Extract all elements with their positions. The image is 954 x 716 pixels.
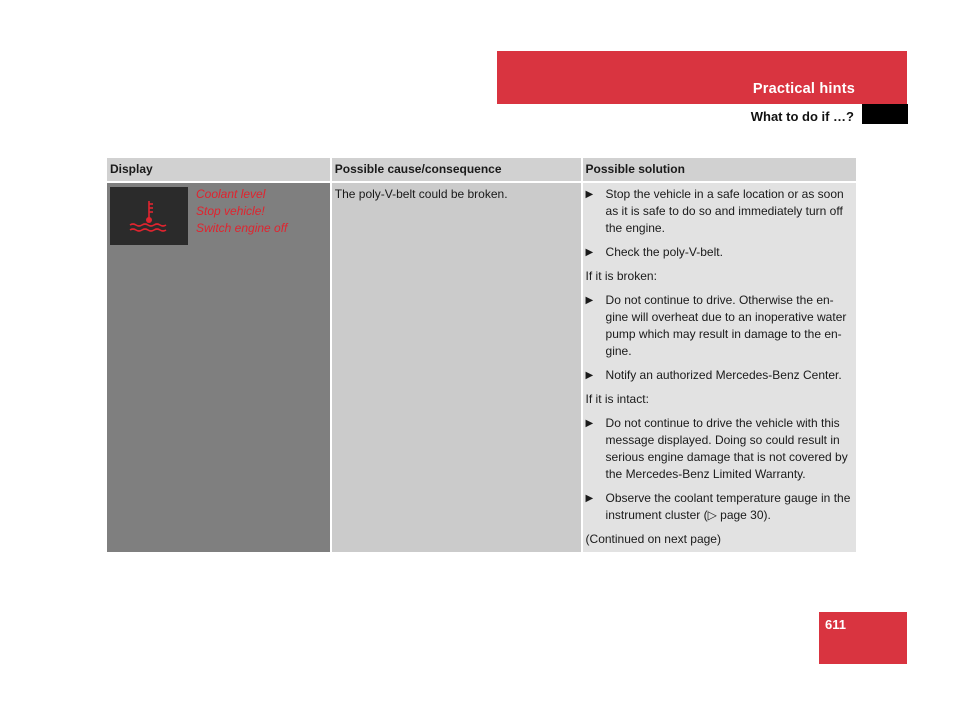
coolant-temperature-icon <box>110 187 188 245</box>
cause-text: The poly-V-belt could be broken. <box>334 187 508 201</box>
table-row <box>107 182 856 552</box>
bullet-arrow-icon: ▶ <box>585 370 594 381</box>
solution-step: ▶ Do not continue to drive. Otherwise the en-gine will overheat due to an inoperative water pump which may result in damage to the en-gine. <box>585 293 847 358</box>
column-header-display: Display <box>107 158 331 182</box>
display-message-stop-vehicle: Stop vehicle! <box>196 204 265 218</box>
bullet-arrow-icon: ▶ <box>585 493 594 504</box>
display-cell <box>107 182 331 552</box>
subsection-title: What to do if …? <box>750 109 854 124</box>
continued-note: (Continued on next page) <box>585 532 721 546</box>
column-header-cause: Possible cause/consequence <box>331 158 582 182</box>
solution-step: ▶ Do not continue to drive the vehicle with this message displayed. Doing so could result in serious engine damage that is not covered by the Mercedes-Benz Limited Warranty. <box>585 416 848 481</box>
display-message-coolant-level: Coolant level <box>196 187 266 201</box>
subsection-tab-marker <box>862 104 908 124</box>
condition-intact: If it is intact: <box>585 392 649 406</box>
section-title: Practical hints <box>752 81 855 97</box>
page-number: 611 <box>825 617 846 632</box>
bullet-arrow-icon: ▶ <box>585 247 594 258</box>
column-header-solution: Possible solution <box>582 158 856 182</box>
solution-step: ▶ Check the poly-V-belt. <box>585 245 723 259</box>
bullet-arrow-icon: ▶ <box>585 189 594 200</box>
solution-cell <box>582 182 856 552</box>
hints-table <box>107 158 856 552</box>
cause-cell <box>331 182 582 552</box>
display-messages <box>196 186 287 237</box>
condition-broken: If it is broken: <box>585 269 657 283</box>
bullet-arrow-icon: ▶ <box>585 418 594 429</box>
solution-step: ▶ Notify an authorized Mercedes-Benz Center. <box>585 368 842 382</box>
solution-step: ▶ Stop the vehicle in a safe location or as soon as it is safe to do so and immediately turn off the engine. <box>585 187 844 235</box>
solution-step: ▶ Observe the coolant temperature gauge in the instrument cluster (▷ page 30). <box>585 491 851 522</box>
table-header-row <box>107 158 856 182</box>
display-message-switch-engine-off: Switch engine off <box>196 221 288 235</box>
bullet-arrow-icon: ▶ <box>585 295 594 306</box>
